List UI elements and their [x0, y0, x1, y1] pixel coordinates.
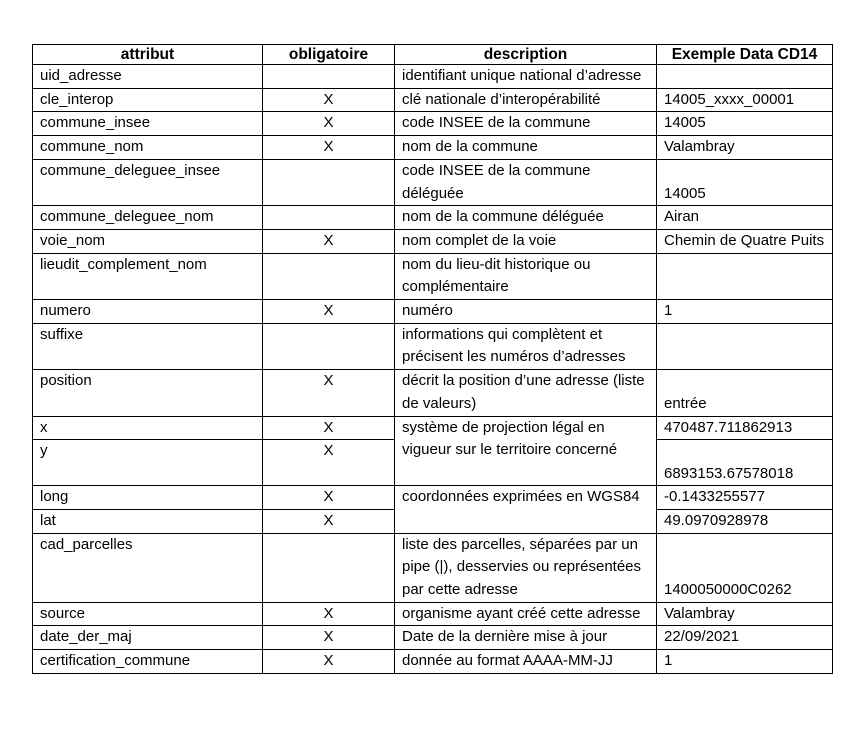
table-row	[33, 229, 833, 253]
cell-obligatoire: X	[263, 650, 395, 674]
header-description: description	[395, 45, 657, 65]
cell-attribut: x	[33, 416, 263, 440]
cell-description: décrit la position d’une adresse (liste de valeurs)	[395, 370, 657, 416]
header-exemple: Exemple Data CD14	[657, 45, 833, 65]
cell-obligatoire: X	[263, 229, 395, 253]
cell-description: code INSEE de la commune déléguée	[395, 159, 657, 205]
cell-attribut: uid_adresse	[33, 65, 263, 89]
cell-description: organisme ayant créé cette adresse	[395, 602, 657, 626]
cell-attribut: y	[33, 440, 263, 486]
cell-description: Date de la dernière mise à jour	[395, 626, 657, 650]
table-row	[33, 650, 833, 674]
cell-attribut: source	[33, 602, 263, 626]
cell-obligatoire	[263, 65, 395, 89]
cell-exemple: -0.1433255577	[657, 486, 833, 510]
table-row	[33, 486, 833, 510]
cell-obligatoire: X	[263, 602, 395, 626]
cell-obligatoire	[263, 253, 395, 299]
table-row	[33, 206, 833, 230]
cell-attribut: lat	[33, 509, 263, 533]
cell-attribut: commune_nom	[33, 136, 263, 160]
cell-exemple	[657, 253, 833, 299]
cell-obligatoire: X	[263, 88, 395, 112]
cell-exemple	[657, 65, 833, 89]
cell-exemple: 1	[657, 300, 833, 324]
cell-exemple: 1	[657, 650, 833, 674]
cell-description: donnée au format AAAA-MM-JJ	[395, 650, 657, 674]
table-row	[33, 370, 833, 416]
cell-exemple: 1400050000C0262	[657, 533, 833, 602]
cell-exemple: 49.0970928978	[657, 509, 833, 533]
cell-attribut: voie_nom	[33, 229, 263, 253]
cell-exemple: entrée	[657, 370, 833, 416]
table-row	[33, 65, 833, 89]
cell-obligatoire	[263, 323, 395, 369]
cell-exemple: Airan	[657, 206, 833, 230]
cell-description: identifiant unique national d’adresse	[395, 65, 657, 89]
table-row	[33, 253, 833, 299]
table-row	[33, 88, 833, 112]
cell-obligatoire	[263, 206, 395, 230]
cell-attribut: suffixe	[33, 323, 263, 369]
table-row	[33, 602, 833, 626]
cell-attribut: position	[33, 370, 263, 416]
table-header-row	[33, 45, 833, 65]
cell-obligatoire: X	[263, 626, 395, 650]
cell-description: numéro	[395, 300, 657, 324]
cell-obligatoire: X	[263, 300, 395, 324]
table-row	[33, 626, 833, 650]
table-row	[33, 416, 833, 440]
cell-attribut: commune_insee	[33, 112, 263, 136]
table-row	[33, 136, 833, 160]
cell-obligatoire: X	[263, 486, 395, 510]
cell-description: code INSEE de la commune	[395, 112, 657, 136]
table-row	[33, 300, 833, 324]
cell-description: liste des parcelles, séparées par un pipe (|), desservies ou représentées par cette adresse	[395, 533, 657, 602]
cell-attribut: date_der_maj	[33, 626, 263, 650]
cell-attribut: long	[33, 486, 263, 510]
cell-description: nom de la commune déléguée	[395, 206, 657, 230]
cell-obligatoire: X	[263, 509, 395, 533]
cell-exemple: Valambray	[657, 602, 833, 626]
cell-description: clé nationale d’interopérabilité	[395, 88, 657, 112]
cell-obligatoire: X	[263, 416, 395, 440]
table-row	[33, 159, 833, 205]
cell-description: nom de la commune	[395, 136, 657, 160]
table-row	[33, 533, 833, 602]
attributes-table	[32, 44, 833, 674]
cell-attribut: commune_deleguee_insee	[33, 159, 263, 205]
cell-description: nom complet de la voie	[395, 229, 657, 253]
cell-exemple: 14005	[657, 159, 833, 205]
cell-exemple: 6893153.67578018	[657, 440, 833, 486]
cell-obligatoire: X	[263, 440, 395, 486]
cell-description: informations qui complètent et précisent les numéros d’adresses	[395, 323, 657, 369]
cell-exemple: 14005_xxxx_00001	[657, 88, 833, 112]
cell-attribut: cle_interop	[33, 88, 263, 112]
header-attribut: attribut	[33, 45, 263, 65]
cell-attribut: lieudit_complement_nom	[33, 253, 263, 299]
table-row	[33, 112, 833, 136]
cell-obligatoire: X	[263, 136, 395, 160]
cell-description: coordonnées exprimées en WGS84	[395, 486, 657, 533]
cell-attribut: cad_parcelles	[33, 533, 263, 602]
cell-attribut: commune_deleguee_nom	[33, 206, 263, 230]
cell-exemple: 470487.711862913	[657, 416, 833, 440]
cell-exemple: 14005	[657, 112, 833, 136]
table-row	[33, 323, 833, 369]
cell-attribut: certification_commune	[33, 650, 263, 674]
cell-exemple	[657, 323, 833, 369]
cell-description: système de projection légal en vigueur sur le territoire concerné	[395, 416, 657, 486]
cell-obligatoire: X	[263, 370, 395, 416]
cell-obligatoire: X	[263, 112, 395, 136]
cell-exemple: Chemin de Quatre Puits	[657, 229, 833, 253]
header-obligatoire: obligatoire	[263, 45, 395, 65]
cell-exemple: Valambray	[657, 136, 833, 160]
cell-attribut: numero	[33, 300, 263, 324]
cell-obligatoire	[263, 159, 395, 205]
cell-description: nom du lieu-dit historique ou complémentaire	[395, 253, 657, 299]
cell-exemple: 22/09/2021	[657, 626, 833, 650]
cell-obligatoire	[263, 533, 395, 602]
